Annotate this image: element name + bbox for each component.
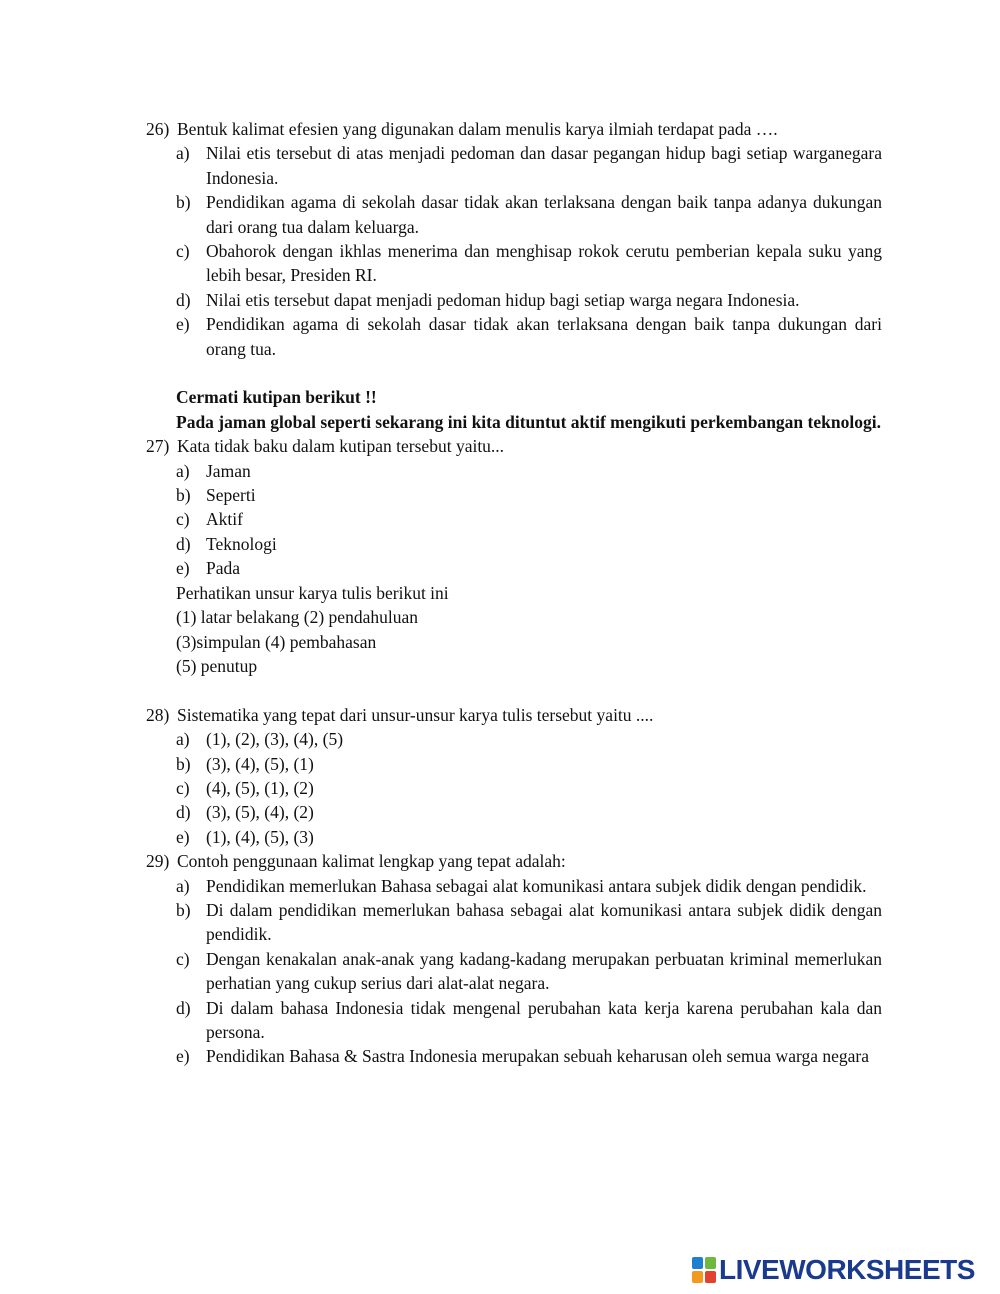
option-text: Di dalam bahasa Indonesia tidak mengenal perubahan kata kerja karena perubahan kala dan persona. bbox=[206, 997, 882, 1042]
spacer bbox=[146, 678, 882, 702]
option-text: (1), (2), (3), (4), (5) bbox=[206, 729, 344, 750]
option-letter: c) bbox=[176, 241, 190, 262]
option-text: (3), (5), (4), (2) bbox=[206, 802, 314, 823]
option-letter: a) bbox=[176, 143, 190, 164]
option-29-d[interactable] bbox=[176, 996, 882, 1045]
question-text: Contoh penggunaan kalimat lengkap yang tepat adalah: bbox=[177, 851, 566, 872]
question-26 bbox=[146, 117, 882, 141]
question-number: 29) bbox=[146, 851, 170, 872]
option-text: Nilai etis tersebut di atas menjadi pedoman dan dasar pegangan hidup bagi setiap warganegara Indonesia. bbox=[206, 143, 882, 188]
question-number: 26) bbox=[146, 119, 170, 139]
question-27 bbox=[146, 434, 882, 458]
options-29 bbox=[176, 874, 882, 1069]
question-29 bbox=[146, 849, 882, 873]
option-letter: a) bbox=[176, 875, 190, 896]
option-text: Jaman bbox=[206, 460, 251, 481]
option-text: Seperti bbox=[206, 485, 256, 506]
option-text: Pendidikan memerlukan Bahasa sebagai alat komunikasi antara subjek didik dengan pendidik. bbox=[206, 875, 867, 896]
option-27-d[interactable] bbox=[176, 532, 882, 556]
option-28-e[interactable] bbox=[176, 825, 882, 849]
option-27-c[interactable] bbox=[176, 507, 882, 531]
worksheet-content bbox=[146, 117, 882, 1069]
options-26 bbox=[176, 141, 882, 361]
option-26-b[interactable] bbox=[176, 190, 882, 239]
option-29-e[interactable] bbox=[176, 1044, 882, 1068]
option-26-a[interactable] bbox=[176, 141, 882, 190]
option-27-a[interactable] bbox=[176, 459, 882, 483]
option-letter: c) bbox=[176, 948, 190, 969]
option-text: (1), (4), (5), (3) bbox=[206, 826, 314, 847]
option-text: (4), (5), (1), (2) bbox=[206, 777, 314, 798]
units-line: (3)simpulan (4) pembahasan bbox=[176, 631, 377, 652]
units-intro: Perhatikan unsur karya tulis berikut ini bbox=[176, 582, 449, 603]
question-number: 27) bbox=[146, 436, 170, 457]
option-text: Pendidikan agama di sekolah dasar tidak akan terlaksana dengan baik tanpa adanya dukungan dari orang tua dalam keluarga. bbox=[206, 192, 882, 237]
excerpt-heading: Cermati kutipan berikut !! bbox=[176, 387, 377, 408]
question-28 bbox=[146, 703, 882, 727]
option-letter: b) bbox=[176, 753, 191, 774]
option-letter: c) bbox=[176, 509, 190, 530]
option-text: Pada bbox=[206, 558, 241, 579]
option-letter: b) bbox=[176, 899, 191, 920]
option-letter: c) bbox=[176, 777, 190, 798]
spacer bbox=[146, 361, 882, 385]
option-text: Obahorok dengan ikhlas menerima dan menghisap rokok cerutu pemberian kepala suku yang lebih besar, Presiden RI. bbox=[206, 241, 882, 286]
option-letter: e) bbox=[176, 826, 190, 847]
option-letter: d) bbox=[176, 289, 191, 310]
option-letter: b) bbox=[176, 485, 191, 506]
option-letter: a) bbox=[176, 460, 190, 481]
option-29-b[interactable] bbox=[176, 898, 882, 947]
option-29-a[interactable] bbox=[176, 874, 882, 898]
option-text: Teknologi bbox=[206, 533, 277, 554]
option-text: Di dalam pendidikan memerlukan bahasa sebagai alat komunikasi antara subjek didik dengan pendidik. bbox=[206, 899, 882, 945]
question-text: Kata tidak baku dalam kutipan tersebut yaitu... bbox=[177, 436, 505, 457]
option-26-c[interactable] bbox=[176, 239, 882, 288]
option-27-b[interactable] bbox=[176, 483, 882, 507]
option-letter: d) bbox=[176, 533, 191, 554]
liveworksheets-logo-icon bbox=[692, 1257, 716, 1283]
option-letter: b) bbox=[176, 192, 191, 213]
liveworksheets-brand[interactable] bbox=[692, 1254, 975, 1286]
option-text: Dengan kenakalan anak-anak yang kadang-kadang merupakan perbuatan kriminal memerlukan perhatian yang cukup serius dari alat-alat negara. bbox=[206, 948, 882, 994]
option-letter: e) bbox=[176, 558, 190, 579]
units-line: (1) latar belakang (2) pendahuluan bbox=[176, 607, 418, 628]
option-27-e[interactable] bbox=[176, 556, 882, 580]
option-letter: e) bbox=[176, 1046, 190, 1067]
brand-name: LIVEWORKSHEETS bbox=[719, 1254, 975, 1285]
options-27 bbox=[176, 459, 882, 581]
option-28-a[interactable] bbox=[176, 727, 882, 751]
option-letter: d) bbox=[176, 802, 191, 823]
option-letter: a) bbox=[176, 729, 190, 750]
option-letter: e) bbox=[176, 314, 190, 335]
option-28-b[interactable] bbox=[176, 752, 882, 776]
option-text: Pendidikan Bahasa & Sastra Indonesia merupakan sebuah keharusan oleh semua warga negara bbox=[206, 1046, 869, 1067]
option-letter: d) bbox=[176, 997, 191, 1018]
option-text: Pendidikan agama di sekolah dasar tidak akan terlaksana dengan baik tanpa dukungan dari orang tua. bbox=[206, 314, 882, 359]
option-26-d[interactable] bbox=[176, 288, 882, 312]
options-28 bbox=[176, 727, 882, 849]
question-number: 28) bbox=[146, 704, 170, 725]
option-28-c[interactable] bbox=[176, 776, 882, 800]
option-text: Nilai etis tersebut dapat menjadi pedoman hidup bagi setiap warga negara Indonesia. bbox=[206, 289, 800, 310]
question-text: Bentuk kalimat efesien yang digunakan dalam menulis karya ilmiah terdapat pada …. bbox=[177, 119, 778, 139]
option-text: (3), (4), (5), (1) bbox=[206, 753, 314, 774]
option-text: Aktif bbox=[206, 509, 243, 530]
option-29-c[interactable] bbox=[176, 947, 882, 996]
option-26-e[interactable] bbox=[176, 312, 882, 361]
units-line: (5) penutup bbox=[176, 655, 258, 676]
excerpt-quote: Pada jaman global seperti sekarang ini kita dituntut aktif mengikuti perkembangan teknologi. bbox=[176, 411, 881, 432]
option-28-d[interactable] bbox=[176, 800, 882, 824]
question-text: Sistematika yang tepat dari unsur-unsur karya tulis tersebut yaitu .... bbox=[177, 704, 654, 725]
